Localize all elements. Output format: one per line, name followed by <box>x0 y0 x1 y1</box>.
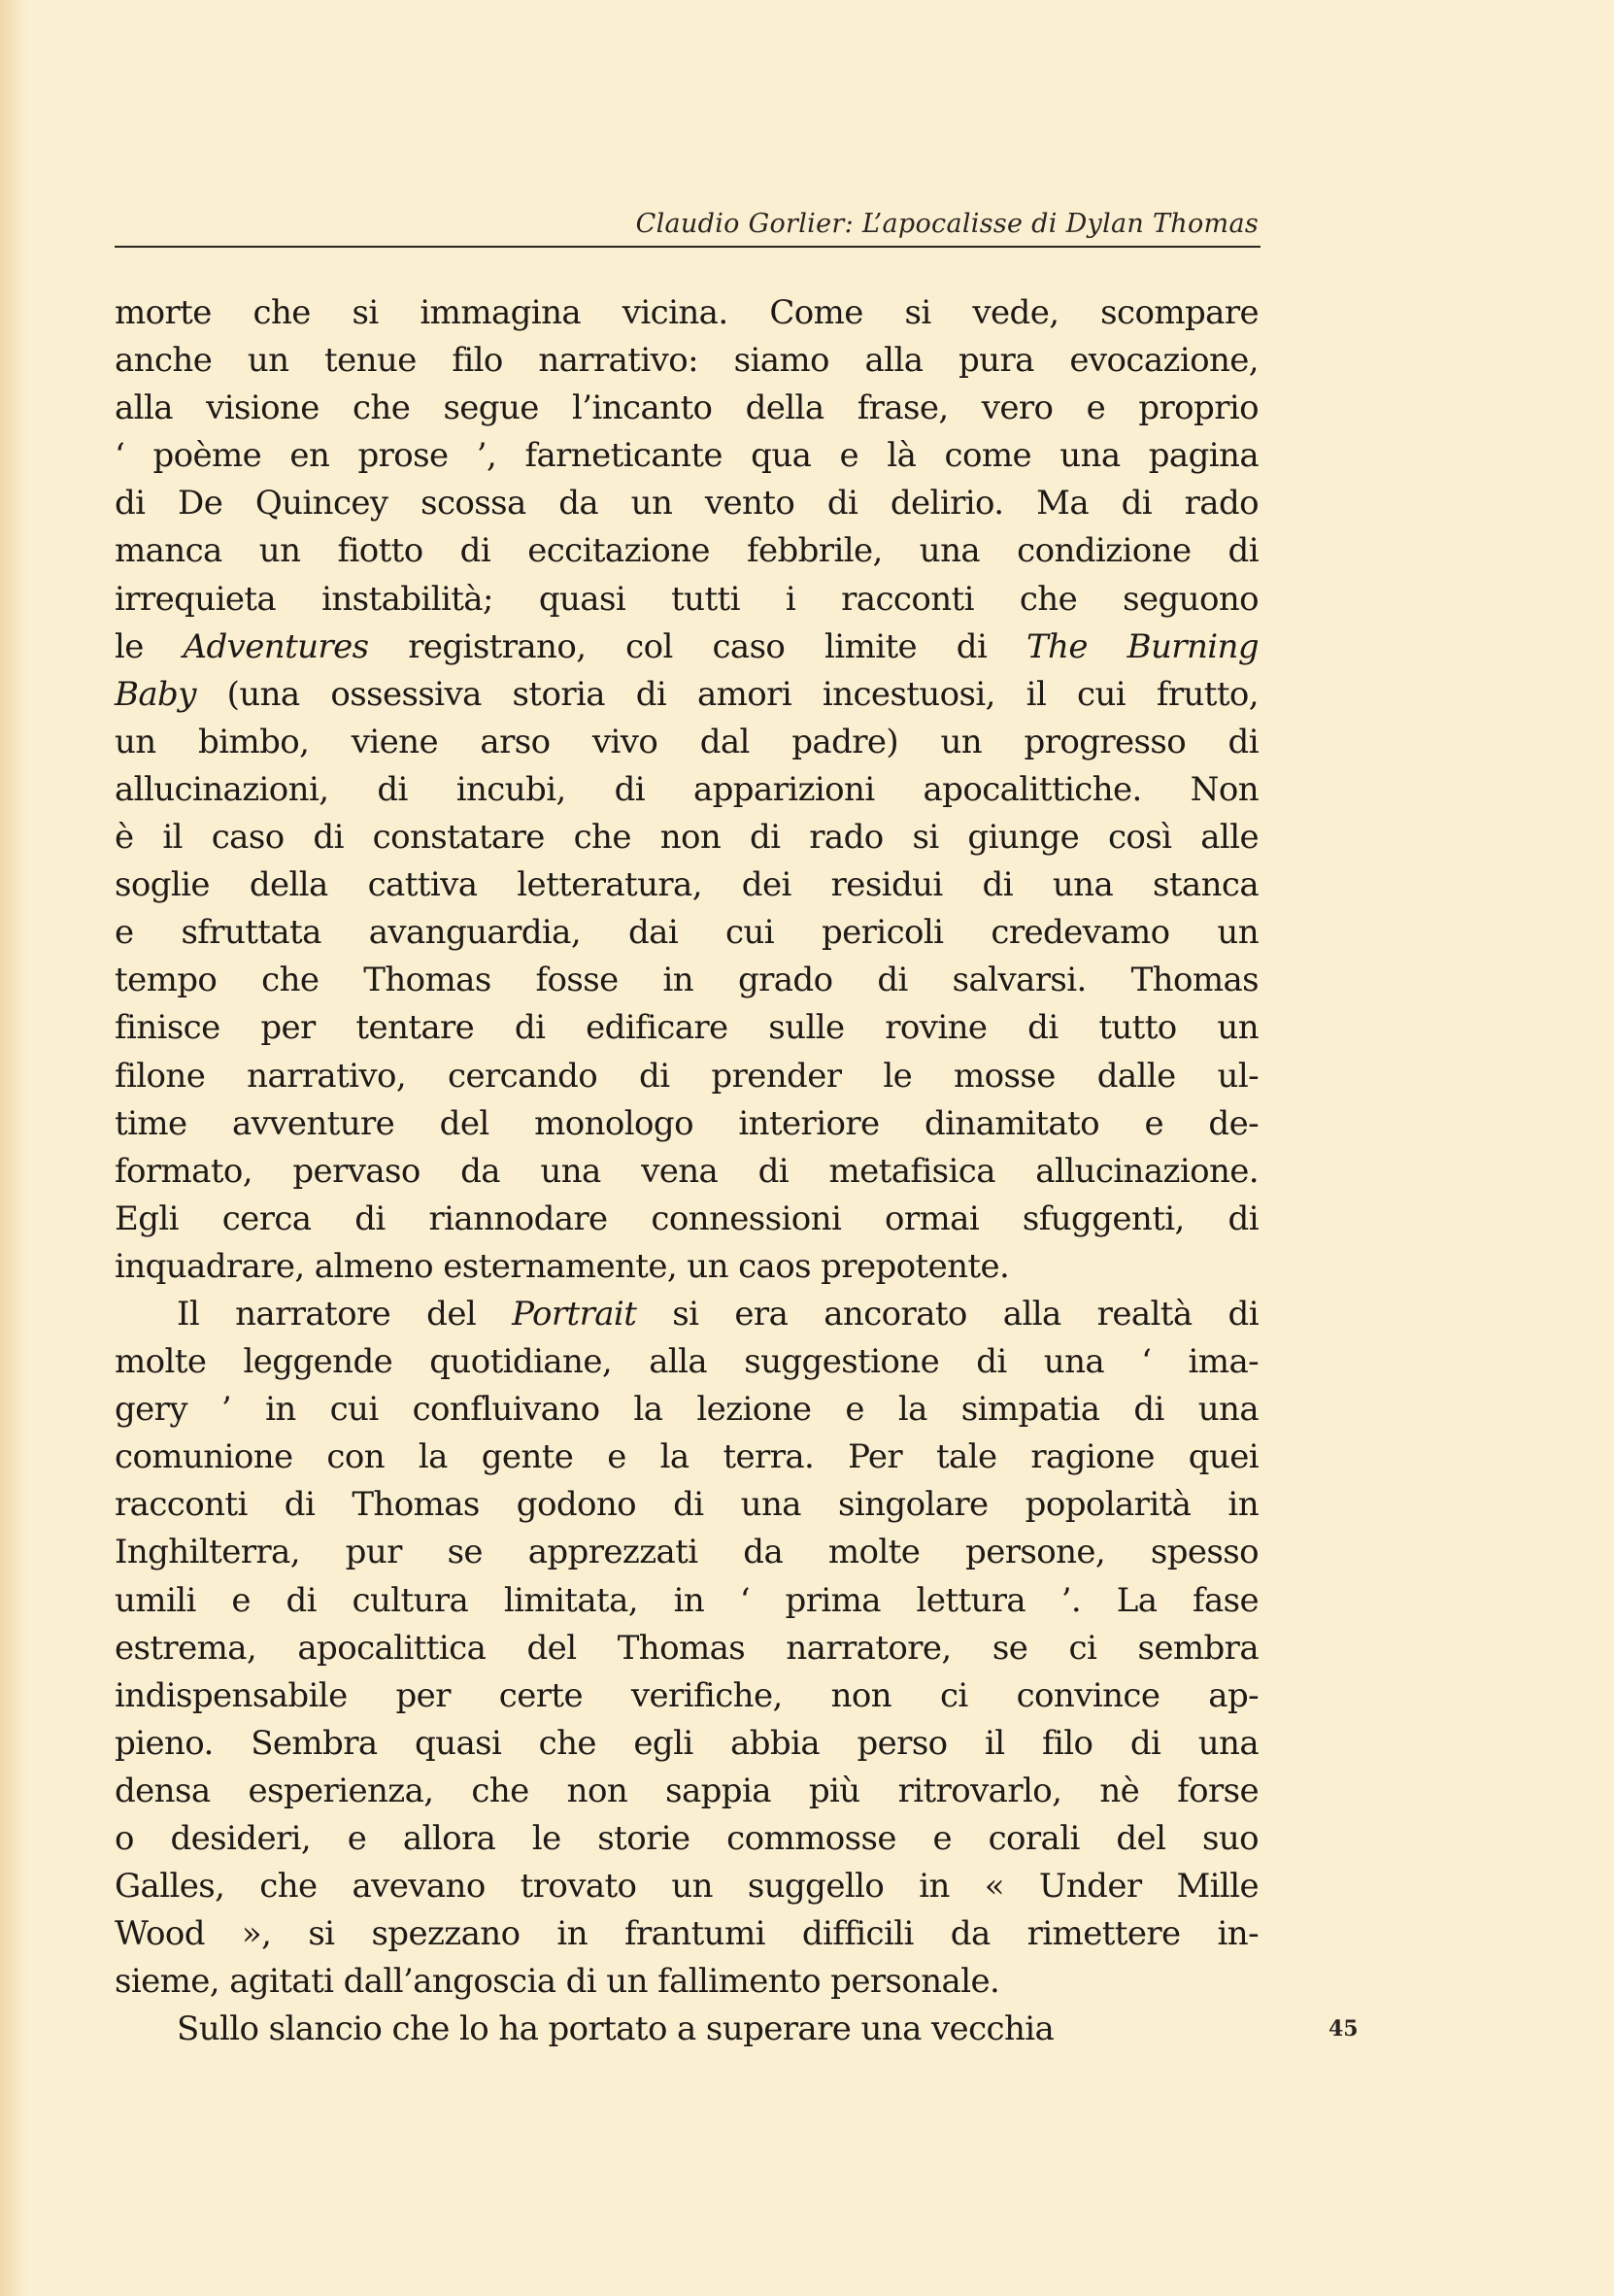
text-line: Sullo slancio che lo ha portato a superare una vecchia <box>177 2009 1055 2049</box>
italic-title: Baby <box>115 674 196 714</box>
italic-title: The Burning <box>1026 626 1259 666</box>
text-line: densa esperienza, che non sappia più ritrovarlo, nè forse <box>115 1771 1259 1810</box>
text-line: sieme, agitati dall’angoscia di un fallimento personale. <box>115 1962 1000 2002</box>
text-line: finisce per tentare di edificare sulle rovine di tutto un <box>115 1008 1259 1048</box>
text-line: le Adventures registrano, col caso limite di The Burning <box>115 626 1259 666</box>
text-line: soglie della cattiva letteratura, dei residui di una stanca <box>115 865 1259 905</box>
text-line: umili e di cultura limitata, in ‘ prima lettura ’. La fase <box>115 1580 1259 1620</box>
italic-title: Portrait <box>512 1294 637 1334</box>
text-line: Inghilterra, pur se apprezzati da molte persone, spesso <box>115 1533 1259 1572</box>
text-line: inquadrare, almeno esternamente, un caos prepotente. <box>115 1246 1010 1286</box>
header-rule <box>115 246 1261 248</box>
text-line: allucinazioni, di incubi, di apparizioni apocalittiche. Non <box>115 769 1259 809</box>
text-line: un bimbo, viene arso vivo dal padre) un progresso di <box>115 722 1259 761</box>
text-line: irrequieta instabilità; quasi tutti i racconti che seguono <box>115 579 1259 619</box>
body-text <box>115 289 1259 2053</box>
text-line: racconti di Thomas godono di una singolare popolarità in <box>115 1485 1259 1525</box>
text-line: morte che si immagina vicina. Come si vede, scompare <box>115 293 1259 332</box>
paragraph <box>115 1291 1259 2006</box>
text-line: pieno. Sembra quasi che egli abbia perso il filo di una <box>115 1723 1259 1763</box>
text-line: di De Quincey scossa da un vento di delirio. Ma di rado <box>115 484 1259 523</box>
text-line: alla visione che segue l’incanto della frase, vero e proprio <box>115 388 1259 428</box>
text-line: manca un fiotto di eccitazione febbrile, una condizione di <box>115 531 1259 571</box>
text-line: gery ’ in cui confluivano la lezione e la simpatia di una <box>115 1390 1259 1430</box>
text-line: filone narrativo, cercando di prender le mosse dalle ul- <box>115 1056 1259 1096</box>
text-line: o desideri, e allora le storie commosse e corali del suo <box>115 1819 1259 1858</box>
italic-title: Adventures <box>183 626 369 666</box>
text-line: è il caso di constatare che non di rado si giunge così alle <box>115 818 1259 858</box>
text-line: Wood », si spezzano in frantumi difficili da rimettere in- <box>115 1914 1259 1954</box>
text-line: time avventure del monologo interiore dinamitato e de- <box>115 1103 1259 1143</box>
text-line: formato, pervaso da una vena di metafisica allucinazione. <box>115 1151 1259 1191</box>
paragraph <box>115 289 1259 1291</box>
text-line: Baby (una ossessiva storia di amori incestuosi, il cui frutto, <box>115 674 1259 714</box>
text-line: indispensabile per certe verifiche, non ci convince ap- <box>115 1675 1259 1715</box>
text-line: molte leggende quotidiane, alla suggestione di una ‘ ima- <box>115 1342 1259 1382</box>
text-line: Galles, che avevano trovato un suggello in « Under Mille <box>115 1867 1259 1907</box>
text-line: estrema, apocalittica del Thomas narratore, se ci sembra <box>115 1628 1259 1668</box>
text-line: Il narratore del Portrait si era ancorato alla realtà di <box>177 1294 1259 1334</box>
text-line: Egli cerca di riannodare connessioni ormai sfuggenti, di <box>115 1199 1259 1238</box>
text-line: ‘ poème en prose ’, farneticante qua e là come una pagina <box>115 436 1259 476</box>
paragraph <box>115 2006 1259 2053</box>
page-edge-shadow <box>0 0 27 2296</box>
text-line: e sfruttata avanguardia, dai cui pericoli credevamo un <box>115 913 1259 953</box>
text-line: comunione con la gente e la terra. Per tale ragione quei <box>115 1437 1259 1477</box>
text-line: anche un tenue filo narrativo: siamo alla pura evocazione, <box>115 341 1259 381</box>
text-line: tempo che Thomas fosse in grado di salvarsi. Thomas <box>115 961 1259 1000</box>
page-number: 45 <box>1328 2016 1359 2042</box>
running-head: Claudio Gorlier: L’apocalisse di Dylan Thomas <box>635 209 1259 239</box>
